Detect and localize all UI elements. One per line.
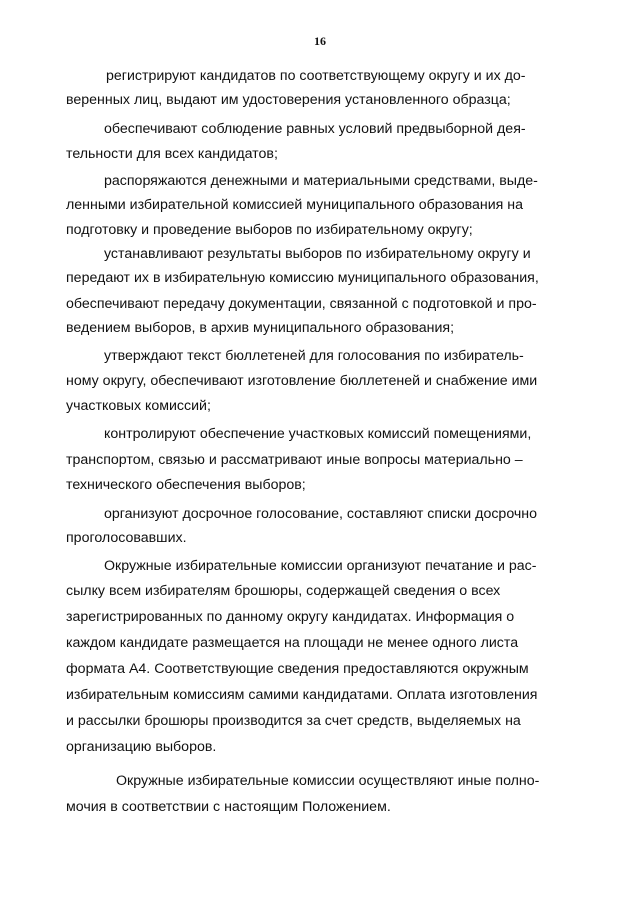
text-line: и рассылки брошюры производится за счет средств, выделяемых на <box>66 713 521 729</box>
text-line: избирательным комиссиям самими кандидатами. Оплата изготовления <box>66 687 538 703</box>
text-line: участковых комиссий; <box>66 398 211 414</box>
text-line: контролируют обеспечение участковых комиссий помещениями, <box>104 426 532 442</box>
text-line: каждом кандидате размещается на площади не менее одного листа <box>66 635 519 651</box>
text-line: обеспечивают передачу документации, связанной с подготовкой и про- <box>66 296 537 312</box>
text-line: ному округу, обеспечивают изготовление бюллетеней и снабжение ими <box>66 373 538 389</box>
text-line: организуют досрочное голосование, составляют списки досрочно <box>104 506 538 522</box>
text-line: зарегистрированных по данному округу кандидатах. Информация о <box>66 609 515 625</box>
text-line: организацию выборов. <box>66 739 217 755</box>
text-line: распоряжаются денежными и материальными средствами, выде- <box>104 173 538 189</box>
text-line: Окружные избирательные комиссии осуществляют иные полно- <box>116 773 540 789</box>
text-line: технического обеспечения выборов; <box>66 477 306 493</box>
text-line: ведением выборов, в архив муниципального образования; <box>66 320 455 336</box>
text-line: Окружные избирательные комиссии организуют печатание и рас- <box>104 558 537 574</box>
text-line: утверждают текст бюллетеней для голосования по избиратель- <box>104 348 524 364</box>
text-line: обеспечивают соблюдение равных условий предвыборной дея- <box>104 121 526 137</box>
text-line: сылку всем избирателям брошюры, содержащей сведения о всех <box>66 583 501 599</box>
text-line: проголосовавших. <box>66 530 187 546</box>
text-line: передают их в избирательную комиссию муниципального образования, <box>66 270 539 286</box>
text-line: устанавливают результаты выборов по избирательному округу и <box>104 246 531 262</box>
text-line: подготовку и проведение выборов по избирательному округу; <box>66 222 473 238</box>
text-line: веренных лиц, выдают им удостоверения установленного образца; <box>66 92 511 108</box>
text-line: формата А4. Соответствующие сведения предоставляются окружным <box>66 661 529 677</box>
text-line: мочия в соответствии с настоящим Положением. <box>66 799 391 815</box>
text-line: транспортом, связью и рассматривают иные вопросы материально – <box>66 452 523 468</box>
text-line: ленными избирательной комиссией муниципального образования на <box>66 197 524 213</box>
page-number: 16 <box>314 34 326 48</box>
text-line: регистрируют кандидатов по соответствующему округу и их до- <box>106 68 526 84</box>
text-line: тельности для всех кандидатов; <box>66 146 278 162</box>
